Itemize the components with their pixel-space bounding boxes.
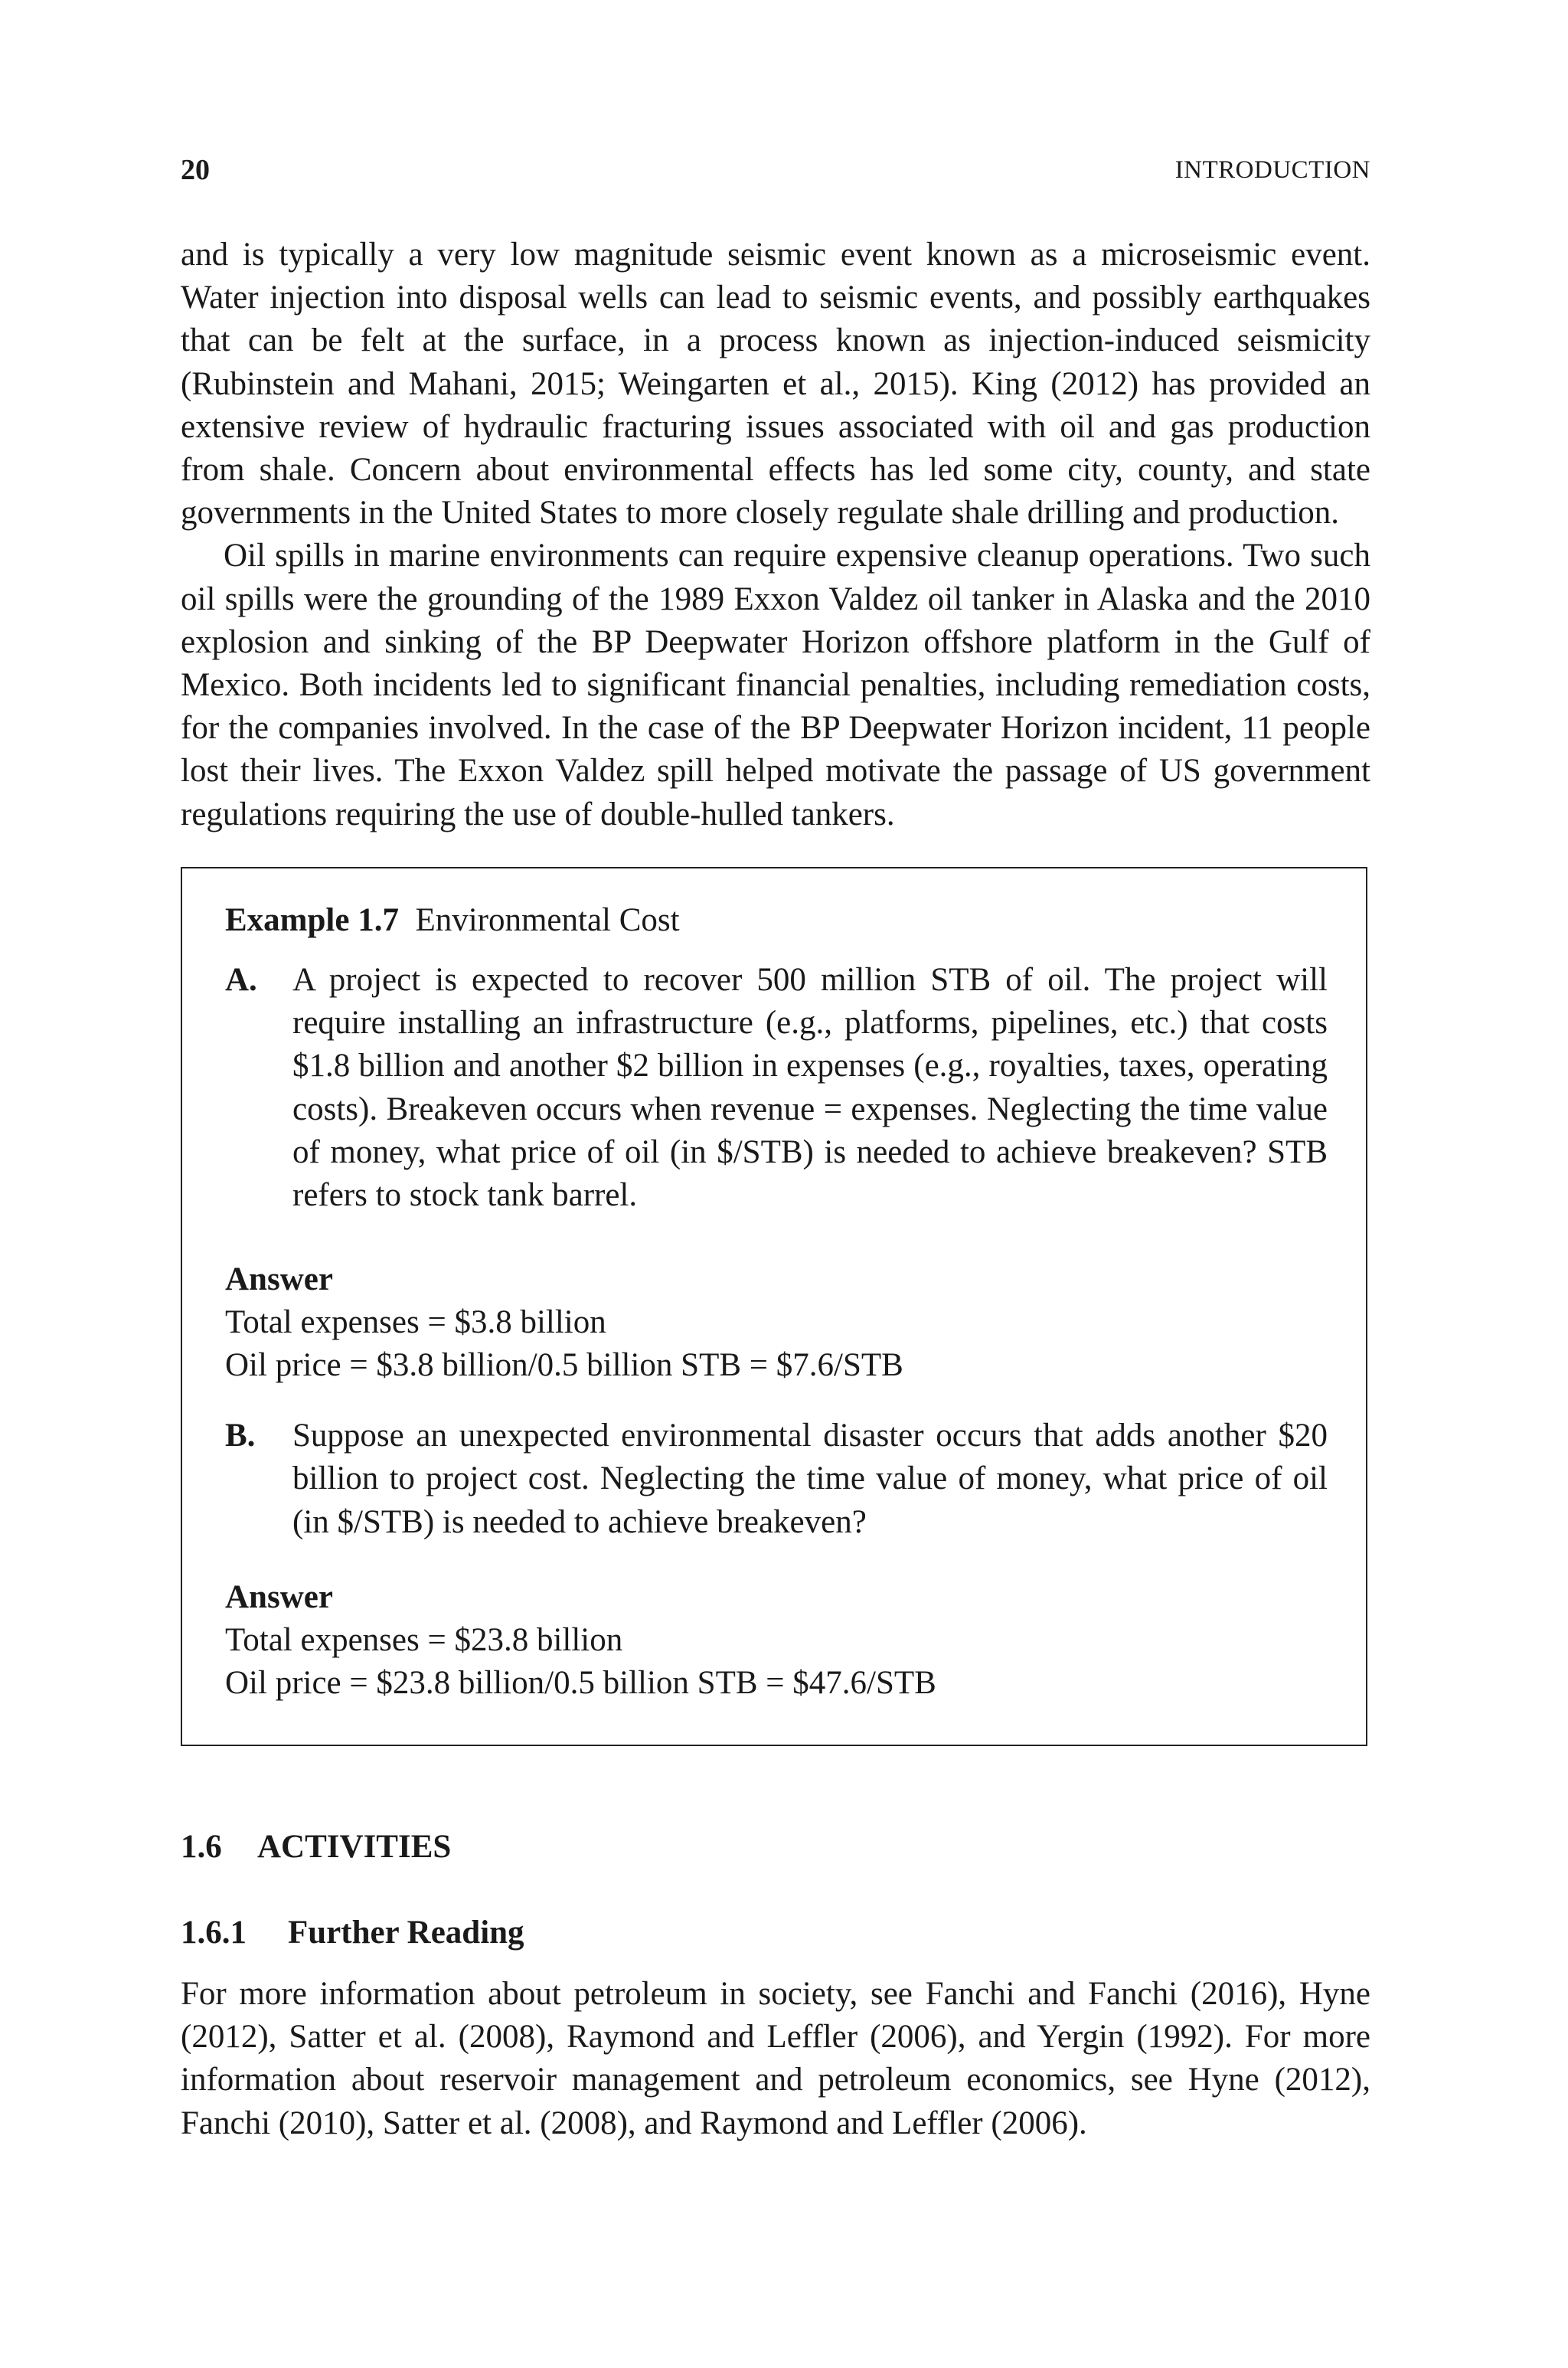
question-a-text: A project is expected to recover 500 million STB of oil. The project will require installing an infrastructure (e.g., platforms, pipelines, etc.) that costs $1.8 billion and another $2 billion in expenses (e.g., royalties, taxes, operating costs). Breakeven occurs when revenue = expenses. Neglecting the time value of money, what price of oil (in $/STB) is needed to achieve breakeven? STB refers to stock tank barrel. — [292, 962, 1328, 1214]
answer-a-label: Answer — [225, 1261, 333, 1298]
page-number: 20 — [181, 154, 210, 186]
section-title-activities: ACTIVITIES — [257, 1829, 452, 1865]
example-content — [225, 899, 1328, 1705]
section-heading-activities — [181, 1826, 451, 1869]
question-b-letter: B. — [225, 1418, 256, 1454]
question-a — [225, 959, 1328, 1217]
example-heading — [225, 899, 1328, 942]
answer-b-line1: Total expenses = $23.8 billion — [225, 1621, 623, 1658]
section-heading-further-reading — [181, 1912, 524, 1954]
running-head — [181, 153, 1370, 191]
further-reading-body — [181, 1973, 1370, 2145]
body-text — [181, 234, 1370, 836]
question-b-text: Suppose an unexpected environmental disaster occurs that adds another $20 billion to project cost. Neglecting the time value of money, what price of oil (in $/STB) is needed to achieve breakeven? — [292, 1418, 1328, 1540]
example-box — [181, 867, 1367, 1746]
section-number-activities: 1.6 — [181, 1829, 222, 1865]
answer-a-line1: Total expenses = $3.8 billion — [225, 1304, 606, 1341]
example-title: Environmental Cost — [415, 902, 680, 938]
further-reading-paragraph: For more information about petroleum in society, see Fanchi and Fanchi (2016), Hyne (2012), Satter et al. (2008), Raymond and Leffler (2006), and Yergin (1992). For more information about reservoir management and petroleum economics, see Hyne (2012), Fanchi (2010), Satter et al. (2008), and Raymond and Leffler (2006). — [181, 1976, 1370, 2141]
answer-b-label: Answer — [225, 1578, 333, 1615]
chapter-title: INTRODUCTION — [1174, 156, 1370, 184]
example-label: Example 1.7 — [225, 902, 399, 938]
paragraph-continuation: and is typically a very low magnitude seismic event known as a microseismic event. Water injection into disposal wells can lead to seismic events, and possibly earthquakes that can be felt at the surface, in a process known as injection-induced seismicity (Rubinstein and Mahani, 2015; Weingarten et al., 2015). King (2012) has provided an extensive review of hydraulic fracturing issues associated with oil and gas production from shale. Concern about environmental effects has led some city, county, and state governments in the United States to more closely regulate shale drilling and production. — [181, 237, 1370, 531]
section-number-further-reading: 1.6.1 — [181, 1915, 247, 1951]
paragraph-oil-spills: Oil spills in marine environments can require expensive cleanup operations. Two such oil spills were the grounding of the 1989 Exxon Valdez oil tanker in Alaska and the 2010 explosion and sinking of the BP Deepwater Horizon offshore platform in the Gulf of Mexico. Both incidents led to significant financial penalties, including remediation costs, for the companies involved. In the case of the BP Deepwater Horizon incident, 11 people lost their lives. The Exxon Valdez spill helped motivate the passage of US government regulations requiring the use of double-hulled tankers. — [181, 538, 1370, 832]
section-title-further-reading: Further Reading — [288, 1915, 524, 1951]
answer-b-line2: Oil price = $23.8 billion/0.5 billion STB = $47.6/STB — [225, 1664, 936, 1701]
answer-a-line2: Oil price = $3.8 billion/0.5 billion STB = $7.6/STB — [225, 1347, 903, 1384]
question-b — [225, 1415, 1328, 1544]
question-a-letter: A. — [225, 962, 257, 998]
